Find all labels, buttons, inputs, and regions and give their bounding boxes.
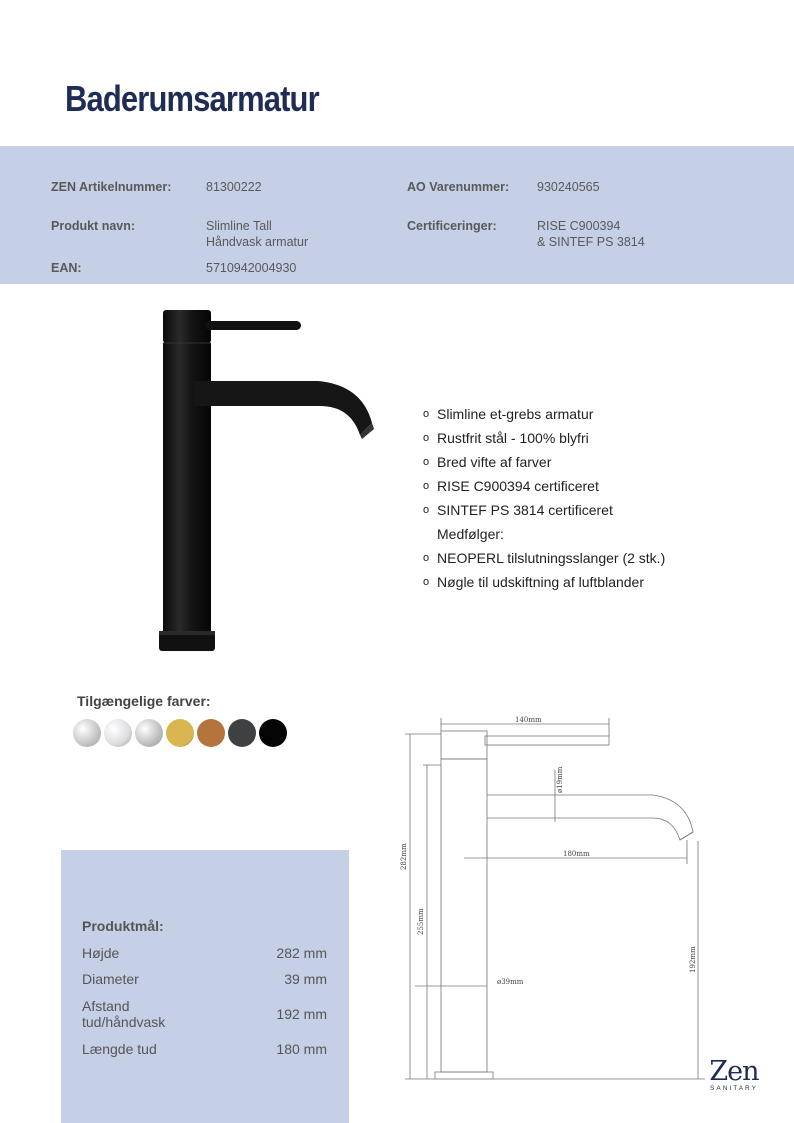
feature-list — [423, 404, 665, 596]
bullet-icon: o — [423, 408, 430, 420]
zen-sanitary-logo — [704, 1058, 764, 1092]
dimension-value: 282 mm — [276, 945, 327, 961]
color-swatch-copper — [197, 719, 225, 747]
color-swatch-brushed-steel — [73, 719, 101, 747]
dimension-value: 180 mm — [276, 1041, 327, 1057]
included-item: o Nøgle til udskiftning af luftblander — [423, 574, 644, 590]
dimension-label: Længde tud — [82, 1041, 157, 1057]
feature-item: o SINTEF PS 3814 certificeret — [423, 502, 613, 518]
logo-subtitle: SANITARY — [710, 1085, 758, 1092]
available-colors-title: Tilgængelige farver: — [77, 693, 211, 709]
included-item: o NEOPERL tilslutningsslanger (2 stk.) — [423, 550, 666, 566]
product-name-label: Produkt navn: — [51, 219, 136, 233]
dim-handle-diameter: ø19mm — [556, 766, 564, 793]
color-swatch-brushed-gold — [166, 719, 194, 747]
included-label: Medfølger: — [437, 526, 504, 542]
product-dimensions-box — [61, 850, 349, 1123]
certification-line-2: & SINTEF PS 3814 — [537, 235, 645, 249]
dimension-label: Højde — [82, 945, 120, 961]
dimensions-title: Produktmål: — [82, 918, 164, 934]
bullet-icon: o — [423, 432, 430, 444]
certification-line-1: RISE C900394 — [537, 219, 621, 233]
bullet-icon: o — [423, 480, 430, 492]
dim-top-width: 140mm — [515, 716, 542, 724]
certifications-label: Certificeringer: — [407, 219, 497, 233]
dim-spout-height: 192mm — [689, 946, 697, 973]
feature-item: o RISE C900394 certificeret — [423, 478, 599, 494]
bullet-icon: o — [423, 552, 430, 564]
ean-label: EAN: — [51, 261, 82, 275]
certifications-value — [537, 218, 645, 250]
article-number-value: 81300222 — [206, 180, 262, 194]
product-info-band — [0, 146, 794, 284]
product-name-value — [206, 218, 308, 250]
ao-number-label: AO Varenummer: — [407, 180, 510, 194]
feature-item: o Slimline et-grebs armatur — [423, 406, 594, 422]
ao-number-value: 930240565 — [537, 180, 600, 194]
bullet-icon: o — [423, 576, 430, 588]
product-name-line-2: Håndvask armatur — [206, 235, 309, 249]
dimension-row-spout-distance — [82, 998, 327, 1032]
faucet-product-image — [150, 305, 380, 660]
color-swatch-gunmetal — [228, 719, 256, 747]
bullet-icon: o — [423, 504, 430, 516]
feature-item: o Rustfrit stål - 100% blyfri — [423, 430, 589, 446]
dimension-label: Diameter — [82, 971, 139, 987]
article-number-label: ZEN Artikelnummer: — [51, 180, 172, 194]
dim-spout-length: 180mm — [563, 850, 590, 858]
dimension-label: Afstand tud/håndvask — [82, 998, 166, 1030]
dimension-value: 39 mm — [284, 971, 327, 987]
logo-word: Zen — [709, 1056, 759, 1087]
color-swatch-chrome — [104, 719, 132, 747]
page-title: Baderumsarmatur — [65, 78, 319, 119]
dim-body-diameter: ø39mm — [497, 978, 524, 986]
technical-drawing — [395, 710, 735, 1090]
product-name-line-1: Slimline Tall — [206, 219, 272, 233]
feature-item: o Bred vifte af farver — [423, 454, 552, 470]
color-swatch-black — [259, 719, 287, 747]
dimension-value: 192 mm — [276, 1006, 327, 1022]
bullet-icon: o — [423, 456, 430, 468]
ean-value: 5710942004930 — [206, 261, 297, 275]
dim-total-height: 282mm — [400, 843, 408, 870]
dim-body-height: 255mm — [417, 908, 425, 935]
color-swatch-light-grey — [135, 719, 163, 747]
